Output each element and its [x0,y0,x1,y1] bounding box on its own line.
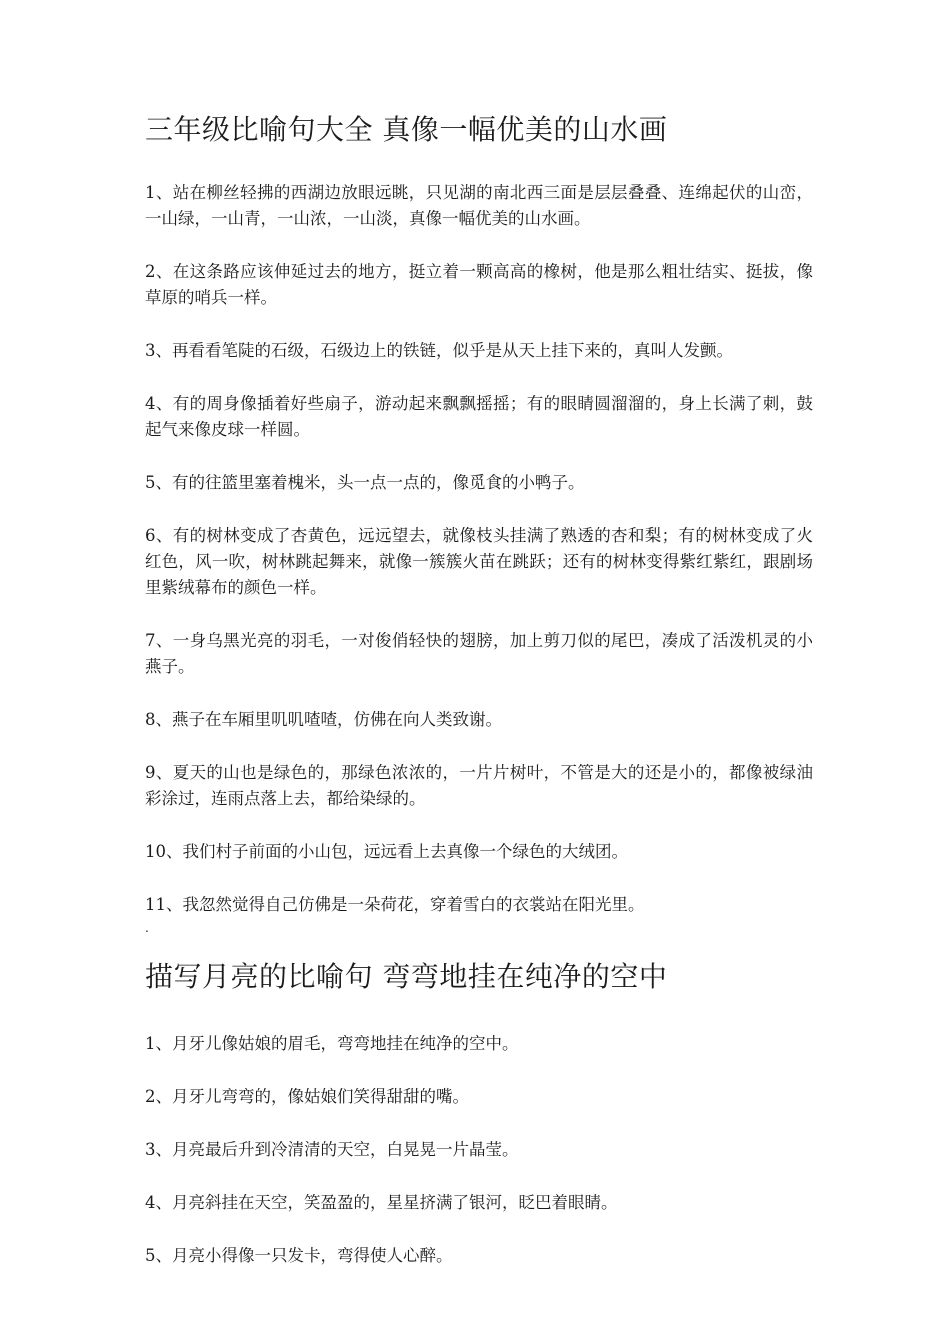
section-simile-moon [145,957,813,1269]
section-title: 描写月亮的比喻句 弯弯地挂在纯净的空中 [145,960,668,993]
document-content [145,110,813,1296]
list-item: 1、站在柳丝轻拂的西湖边放眼远眺，只见湖的南北西三面是层层叠叠、连绵起伏的山峦，一山绿，一山青，一山浓，一山淡，真像一幅优美的山水画。 [145,183,813,228]
list-item: 4、有的周身像插着好些扇子，游动起来飘飘摇摇；有的眼睛圆溜溜的，身上长满了刺，鼓起气来像皮球一样圆。 [145,394,813,439]
list-item: 4、月亮斜挂在天空，笑盈盈的，星星挤满了银河，眨巴着眼睛。 [145,1193,618,1212]
list-item: 2、月牙儿弯弯的，像姑娘们笑得甜甜的嘴。 [145,1087,469,1106]
list-item: 3、月亮最后升到冷清清的天空，白晃晃一片晶莹。 [145,1140,519,1159]
list-item: 11、我忽然觉得自己仿佛是一朵荷花，穿着雪白的衣裳站在阳光里。 [145,895,645,914]
list-item: 10、我们村子前面的小山包，远远看上去真像一个绿色的大绒团。 [145,842,628,861]
section-simile-landscape [145,110,813,935]
list-item: 9、夏天的山也是绿色的，那绿色浓浓的，一片片树叶，不管是大的还是小的，都像被绿油彩涂过，连雨点落上去，都给染绿的。 [145,763,813,808]
list-item: 3、再看看笔陡的石级，石级边上的铁链，似乎是从天上挂下来的，真叫人发颤。 [145,341,733,360]
list-item: 7、一身乌黑光亮的羽毛，一对俊俏轻快的翅膀，加上剪刀似的尾巴，凑成了活泼机灵的小燕子。 [145,631,813,676]
list-item: 5、有的往篮里塞着槐米，头一点一点的，像觅食的小鸭子。 [145,473,585,492]
trailing-mark: . [145,921,149,935]
list-item: 2、在这条路应该伸延过去的地方，挺立着一颗高高的橡树，他是那么粗壮结实、挺拔，像草原的哨兵一样。 [145,262,813,307]
list-item: 8、燕子在车厢里叽叽喳喳，仿佛在向人类致谢。 [145,710,502,729]
list-item: 1、月牙儿像姑娘的眉毛，弯弯地挂在纯净的空中。 [145,1034,519,1053]
list-item: 5、月亮小得像一只发卡，弯得使人心醉。 [145,1246,453,1265]
section-title: 三年级比喻句大全 真像一幅优美的山水画 [145,113,668,146]
list-item: 6、有的树林变成了杏黄色，远远望去，就像枝头挂满了熟透的杏和梨；有的树林变成了火红色，风一吹，树林跳起舞来，就像一簇簇火苗在跳跃；还有的树林变得紫红紫红，跟剧场里紫绒幕布的颜色一样。 [145,526,813,597]
